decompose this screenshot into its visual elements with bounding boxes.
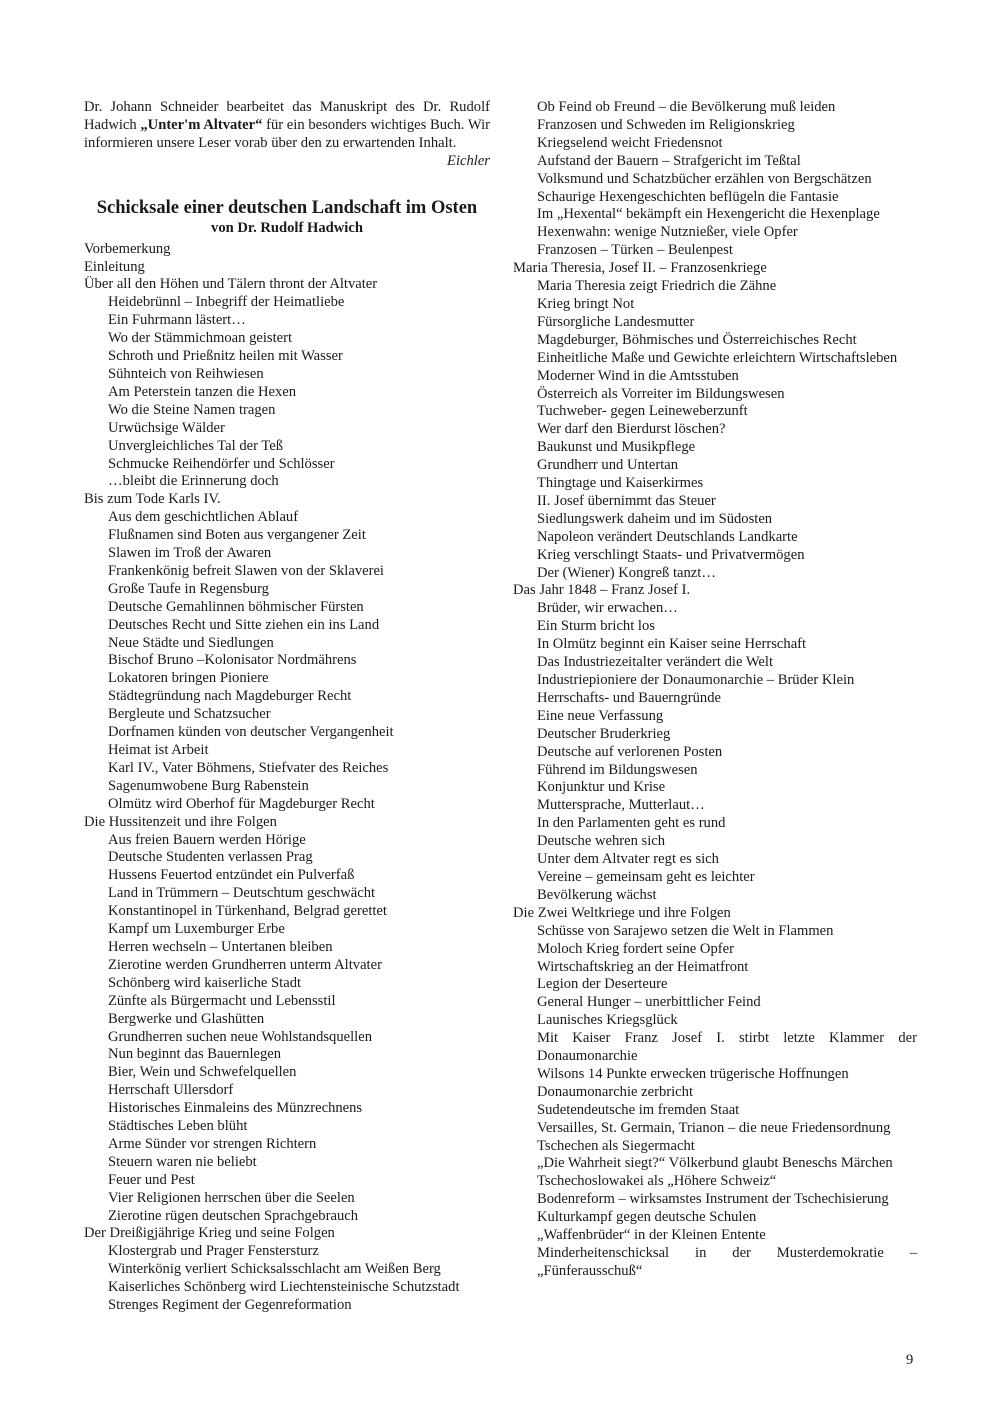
toc-entry: Sudetendeutsche im fremden Staat (537, 1101, 740, 1118)
toc-entry: Versailles, St. Germain, Trianon – die neue Friedensordnung (537, 1119, 891, 1136)
toc-entry: Ob Feind ob Freund – die Bevölkerung muß leiden (537, 99, 836, 115)
toc-entry: Aus dem geschichtlichen Ablauf (108, 509, 299, 526)
toc-entry: In den Parlamenten geht es rund (537, 815, 726, 832)
toc-entry: Industriepioniere der Donaumonarchie – Brüder Klein (537, 672, 855, 688)
toc-entry: Zierotine werden Grundherren unterm Altvater (108, 956, 382, 973)
toc-entry: „Die Wahrheit siegt?“ Völkerbund glaubt Beneschs Märchen (537, 1155, 893, 1172)
toc-chapter: Bis zum Tode Karls IV. (84, 491, 221, 508)
toc-chapter: Einleitung (84, 258, 145, 275)
toc-entry: Deutsche auf verlorenen Posten (537, 743, 723, 760)
toc-entry: Hussens Feuertod entzündet ein Pulverfaß (108, 867, 355, 884)
toc-entry: Nun beginnt das Bauernlegen (108, 1046, 282, 1063)
toc-entry: Frankenkönig befreit Slawen von der Sklaverei (108, 562, 384, 579)
toc-entry: Strenges Regiment der Gegenreformation (108, 1297, 352, 1314)
toc-entry: Krieg verschlingt Staats- und Privatvermögen (537, 546, 805, 563)
toc-entry: Wo der Stämmichmoan geistert (108, 330, 293, 347)
right-column (513, 99, 917, 1281)
toc-entry: Napoleon verändert Deutschlands Landkarte (537, 528, 798, 545)
toc-chapter: Vorbemerkung (84, 240, 171, 257)
toc-entry: Muttersprache, Mutterlaut… (537, 797, 705, 814)
toc-entry: Baukunst und Musikpflege (537, 439, 696, 456)
toc-entry: Franzosen und Schweden im Religionskrieg (537, 116, 795, 133)
toc-entry: Kaiserliches Schönberg wird Liechtensteinische Schutzstadt (108, 1279, 460, 1296)
toc-entry: Konjunktur und Krise (537, 779, 666, 796)
toc-entry: Herrschaft Ullersdorf (108, 1082, 234, 1099)
toc-entry: Zünfte als Bürgermacht und Lebensstil (108, 992, 336, 1009)
toc-entry: Wirtschaftskrieg an der Heimatfront (537, 958, 749, 975)
toc-entry: Schaurige Hexengeschichten beflügeln die Fantasie (537, 188, 839, 205)
toc-entry: Land in Trümmern – Deutschtum geschwächt (108, 885, 376, 902)
toc-chapter: Das Jahr 1848 – Franz Josef I. (513, 582, 691, 599)
toc-entry: Thingtage und Kaiserkirmes (537, 475, 704, 492)
toc-entry: Städtegründung nach Magdeburger Recht (108, 688, 352, 705)
toc-entry: Deutscher Bruderkrieg (537, 725, 671, 742)
toc-entry: Vereine – gemeinsam geht es leichter (537, 868, 755, 885)
toc-entry: Legion der Deserteure (537, 976, 668, 993)
toc-entry: Bevölkerung wächst (537, 886, 657, 903)
toc-entry: Klostergrab und Prager Fenstersturz (108, 1243, 319, 1260)
toc-entry: Volksmund und Schatzbücher erzählen von Bergschätzen (537, 170, 872, 187)
toc-entry: Wo die Steine Namen tragen (108, 401, 276, 418)
toc-entry: Deutsche Gemahlinnen böhmischer Fürsten (108, 598, 364, 615)
toc-entry: Franzosen – Türken – Beulenpest (537, 242, 733, 259)
toc-entry: Einheitliche Maße und Gewichte erleichtern Wirtschaftsleben (537, 349, 898, 366)
toc-entry: Siedlungswerk daheim und im Südosten (537, 510, 773, 527)
toc-entry: Städtisches Leben blüht (108, 1118, 248, 1135)
toc-entry: Slawen im Troß der Awaren (108, 545, 272, 562)
toc-entry: Minderheitenschicksal in der Musterdemokratie – „Fünferausschuß“ (537, 1245, 917, 1279)
toc-entry: Bier, Wein und Schwefelquellen (108, 1064, 297, 1081)
toc-entry: Urwüchsige Wälder (108, 419, 225, 436)
toc-entry: Konstantinopel in Türkenhand, Belgrad gerettet (108, 903, 387, 920)
toc-entry: Wilsons 14 Punkte erwecken trügerische Hoffnungen (537, 1065, 849, 1082)
toc-entry: Große Taufe in Regensburg (108, 580, 269, 597)
toc-entry: …bleibt die Erinnerung doch (108, 473, 279, 490)
toc-entry: Tschechen als Siegermacht (537, 1137, 695, 1154)
toc-entry: Historisches Einmaleins des Münzrechnens (108, 1100, 363, 1117)
toc-entry: General Hunger – unerbittlicher Feind (537, 994, 761, 1011)
toc-entry: Ein Sturm bricht los (537, 618, 655, 635)
toc-entry: Magdeburger, Böhmisches und Österreichisches Recht (537, 331, 857, 348)
toc-entry: Arme Sünder vor strengen Richtern (108, 1135, 317, 1152)
toc-entry: Neue Städte und Siedlungen (108, 634, 274, 651)
toc-entry: Schönberg wird kaiserliche Stadt (108, 974, 302, 991)
intro-text-before: Dr. Johann Schneider bearbeitet das Manuskript des Dr. Rudolf Hadwich (84, 99, 490, 133)
toc-entry: Tschechoslowakei als „Höhere Schweiz“ (537, 1173, 777, 1190)
toc-right-list (513, 99, 917, 1281)
toc-entry: Maria Theresia zeigt Friedrich die Zähne (537, 278, 777, 295)
toc-entry: Dorfnamen künden von deutscher Vergangenheit (108, 724, 394, 741)
toc-entry: Krieg bringt Not (537, 295, 635, 312)
intro-note (84, 99, 490, 171)
toc-chapter: Der Dreißigjährige Krieg und seine Folgen (84, 1225, 335, 1242)
toc-entry: Führend im Bildungswesen (537, 761, 698, 778)
toc-entry: Schroth und Prießnitz heilen mit Wasser (108, 348, 343, 365)
toc-entry: Das Industriezeitalter verändert die Welt (537, 654, 774, 671)
toc-entry: Im „Hexental“ bekämpft ein Hexengericht die Hexenplage (537, 206, 880, 223)
toc-entry: Launisches Kriegsglück (537, 1012, 678, 1029)
toc-entry: In Olmütz beginnt ein Kaiser seine Herrschaft (537, 636, 807, 653)
toc-entry: Feuer und Pest (108, 1171, 195, 1188)
toc-entry: Deutsches Recht und Sitte ziehen ein ins Land (108, 616, 380, 633)
left-column (84, 99, 490, 1315)
toc-entry: Kulturkampf gegen deutsche Schulen (537, 1209, 757, 1226)
toc-entry: II. Josef übernimmt das Steuer (537, 492, 716, 509)
toc-entry: Vier Religionen herrschen über die Seelen (108, 1189, 355, 1206)
toc-entry: Herren wechseln – Untertanen bleiben (108, 938, 333, 955)
toc-left-list (84, 241, 490, 1315)
toc-entry: Bodenreform – wirksamstes Instrument der Tschechisierung (537, 1191, 889, 1208)
toc-entry: „Waffenbrüder“ in der Kleinen Entente (537, 1227, 766, 1244)
toc-chapter: Die Zwei Weltkriege und ihre Folgen (513, 904, 731, 921)
toc-entry: Sühnteich von Reihwiesen (108, 365, 264, 382)
toc-entry: Deutsche wehren sich (537, 833, 666, 850)
page-number: 9 (906, 1352, 914, 1368)
toc-entry: Der (Wiener) Kongreß tanzt… (537, 564, 716, 581)
toc-entry: Ein Fuhrmann lästert… (108, 312, 246, 329)
intro-text-after: für ein besonders wichtiges Buch. Wir informieren unsere Leser vorab über den zu erwartenden Inhalt. (84, 116, 490, 151)
toc-entry: Tuchweber- gegen Leineweberzunft (537, 403, 748, 420)
toc-entry: Brüder, wir erwachen… (537, 600, 678, 617)
toc-entry: Heimat ist Arbeit (108, 742, 209, 758)
intro-author: Eichler (447, 152, 490, 169)
toc-entry: Karl IV., Vater Böhmens, Stiefvater des Reiches (108, 759, 389, 776)
article-byline: von Dr. Rudolf Hadwich (211, 219, 363, 236)
toc-entry: Schmucke Reihendörfer und Schlösser (108, 455, 335, 472)
toc-entry: Österreich als Vorreiter im Bildungswesen (537, 385, 785, 402)
toc-entry: Moderner Wind in die Amtsstuben (537, 367, 739, 384)
toc-entry: Bergwerke und Glashütten (108, 1010, 265, 1027)
toc-entry: Aus freien Bauern werden Hörige (108, 831, 306, 848)
toc-entry: Hexenwahn: wenige Nutznießer, viele Opfer (537, 224, 798, 241)
toc-entry: Fürsorgliche Landesmutter (537, 313, 695, 330)
toc-entry: Moloch Krieg fordert seine Opfer (537, 940, 734, 957)
toc-entry: Mit Kaiser Franz Josef I. stirbt letzte Klammer der Donaumonarchie (537, 1030, 917, 1065)
intro-paragraph (84, 99, 490, 171)
toc-entry: Grundherren suchen neue Wohlstandsquellen (108, 1028, 373, 1045)
toc-entry: Aufstand der Bauern – Strafgericht im Teßtal (537, 152, 801, 169)
toc-entry: Kampf um Luxemburger Erbe (108, 921, 285, 938)
toc-chapter: Maria Theresia, Josef II. – Franzosenkriege (513, 260, 767, 277)
toc-entry: Wer darf den Bierdurst löschen? (537, 421, 726, 438)
toc-chapter: Die Hussitenzeit und ihre Folgen (84, 813, 277, 830)
toc-entry: Flußnamen sind Boten aus vergangener Zeit (108, 527, 366, 544)
toc-entry: Eine neue Verfassung (537, 707, 664, 724)
toc-entry: Lokatoren bringen Pioniere (108, 670, 269, 687)
toc-chapter: Über all den Höhen und Tälern thront der Altvater (84, 276, 378, 293)
toc-entry: Olmütz wird Oberhof für Magdeburger Recht (108, 795, 375, 812)
toc-entry: Heidebrünnl – Inbegriff der Heimatliebe (108, 294, 345, 311)
toc-entry: Sagenumwobene Burg Rabenstein (108, 777, 309, 794)
toc-entry: Zierotine rügen deutschen Sprachgebrauch (108, 1207, 359, 1224)
toc-entry: Am Peterstein tanzen die Hexen (108, 383, 297, 400)
toc-entry: Donaumonarchie zerbricht (537, 1083, 693, 1100)
toc-entry: Kriegselend weicht Friedensnot (537, 134, 723, 151)
intro-book-title: „Unter'm Altvater“ (140, 116, 263, 133)
toc-entry: Bergleute und Schatzsucher (108, 706, 271, 723)
toc-entry: Grundherr und Untertan (537, 457, 679, 474)
toc-entry: Unter dem Altvater regt es sich (537, 851, 719, 868)
article-title: Schicksale einer deutschen Landschaft im Osten (96, 197, 478, 218)
toc-entry: Schüsse von Sarajewo setzen die Welt in Flammen (537, 922, 834, 939)
toc-entry: Bischof Bruno –Kolonisator Nordmährens (108, 652, 357, 669)
toc-entry: Winterkönig verliert Schicksalsschlacht am Weißen Berg (108, 1261, 441, 1278)
toc-entry: Herrschafts- und Bauerngründe (537, 689, 721, 706)
toc-entry: Deutsche Studenten verlassen Prag (108, 849, 313, 866)
toc-entry: Steuern waren nie beliebt (108, 1153, 257, 1170)
toc-entry: Unvergleichliches Tal der Teß (108, 437, 284, 454)
